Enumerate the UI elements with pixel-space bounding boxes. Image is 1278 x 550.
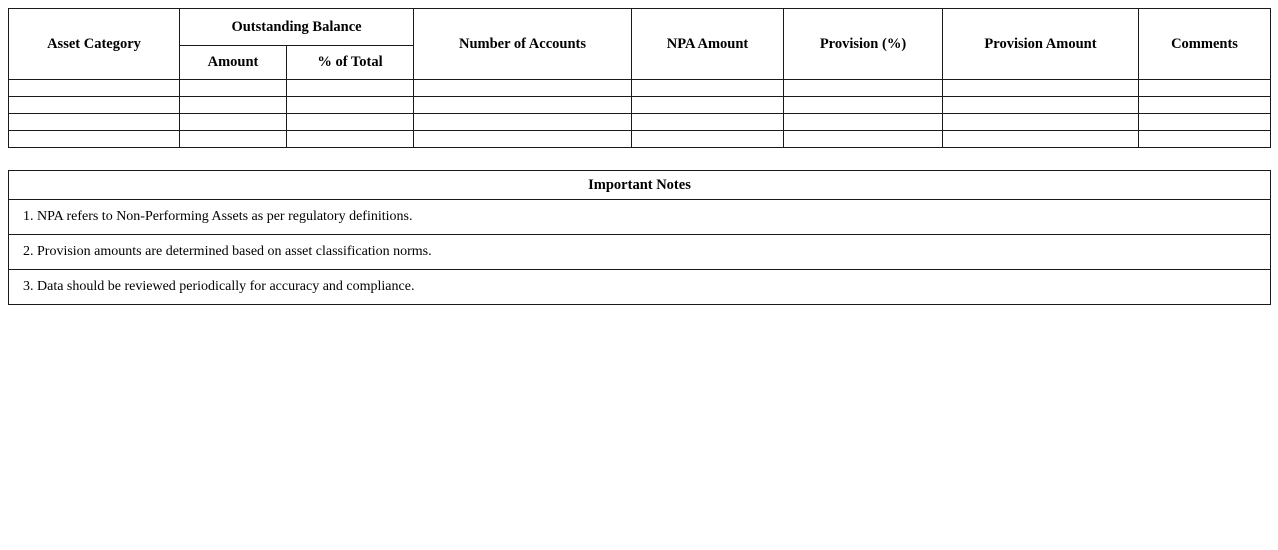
cell-number-of-accounts[interactable] <box>414 97 632 114</box>
header-row-top <box>9 9 1271 46</box>
column-header-provision-percent: Provision (%) <box>784 9 943 80</box>
table-row[interactable] <box>9 97 1271 114</box>
list-item <box>9 235 1271 270</box>
cell-amount[interactable] <box>180 97 287 114</box>
cell-percent-of-total[interactable] <box>287 131 414 148</box>
cell-amount[interactable] <box>180 114 287 131</box>
column-header-provision-amount: Provision Amount <box>943 9 1139 80</box>
cell-comments[interactable] <box>1139 131 1271 148</box>
cell-provision-amount[interactable] <box>943 80 1139 97</box>
cell-asset-category[interactable] <box>9 80 180 97</box>
column-header-percent-of-total: % of Total <box>287 46 414 80</box>
list-item <box>9 200 1271 235</box>
note-item-1: 1. NPA refers to Non-Performing Assets as per regulatory definitions. <box>9 200 1271 235</box>
cell-comments[interactable] <box>1139 97 1271 114</box>
cell-asset-category[interactable] <box>9 131 180 148</box>
cell-comments[interactable] <box>1139 80 1271 97</box>
column-header-number-of-accounts: Number of Accounts <box>414 9 632 80</box>
column-header-npa-amount: NPA Amount <box>632 9 784 80</box>
table-row[interactable] <box>9 80 1271 97</box>
asset-table-header <box>9 9 1271 80</box>
cell-provision-amount[interactable] <box>943 114 1139 131</box>
cell-number-of-accounts[interactable] <box>414 131 632 148</box>
column-header-amount: Amount <box>180 46 287 80</box>
cell-percent-of-total[interactable] <box>287 80 414 97</box>
notes-title-row <box>9 171 1271 200</box>
cell-amount[interactable] <box>180 80 287 97</box>
important-notes-table <box>8 170 1271 305</box>
cell-comments[interactable] <box>1139 114 1271 131</box>
cell-provision-percent[interactable] <box>784 97 943 114</box>
note-item-2: 2. Provision amounts are determined based on asset classification norms. <box>9 235 1271 270</box>
notes-title: Important Notes <box>9 171 1271 200</box>
column-header-outstanding-balance: Outstanding Balance <box>180 9 414 46</box>
cell-asset-category[interactable] <box>9 97 180 114</box>
cell-number-of-accounts[interactable] <box>414 114 632 131</box>
cell-number-of-accounts[interactable] <box>414 80 632 97</box>
cell-provision-percent[interactable] <box>784 114 943 131</box>
cell-asset-category[interactable] <box>9 114 180 131</box>
asset-classification-table <box>8 8 1271 148</box>
table-row[interactable] <box>9 114 1271 131</box>
notes-table-body <box>9 200 1271 305</box>
cell-npa-amount[interactable] <box>632 97 784 114</box>
cell-npa-amount[interactable] <box>632 131 784 148</box>
notes-table-container <box>8 170 1271 305</box>
cell-provision-percent[interactable] <box>784 80 943 97</box>
cell-provision-amount[interactable] <box>943 97 1139 114</box>
cell-percent-of-total[interactable] <box>287 114 414 131</box>
cell-provision-amount[interactable] <box>943 131 1139 148</box>
table-row[interactable] <box>9 131 1271 148</box>
asset-table-body <box>9 80 1271 148</box>
column-header-asset-category: Asset Category <box>9 9 180 80</box>
cell-npa-amount[interactable] <box>632 114 784 131</box>
notes-table-header <box>9 171 1271 200</box>
list-item <box>9 270 1271 305</box>
cell-amount[interactable] <box>180 131 287 148</box>
asset-table-container <box>8 8 1270 148</box>
column-header-comments: Comments <box>1139 9 1271 80</box>
cell-npa-amount[interactable] <box>632 80 784 97</box>
note-item-3: 3. Data should be reviewed periodically for accuracy and compliance. <box>9 270 1271 305</box>
cell-provision-percent[interactable] <box>784 131 943 148</box>
cell-percent-of-total[interactable] <box>287 97 414 114</box>
